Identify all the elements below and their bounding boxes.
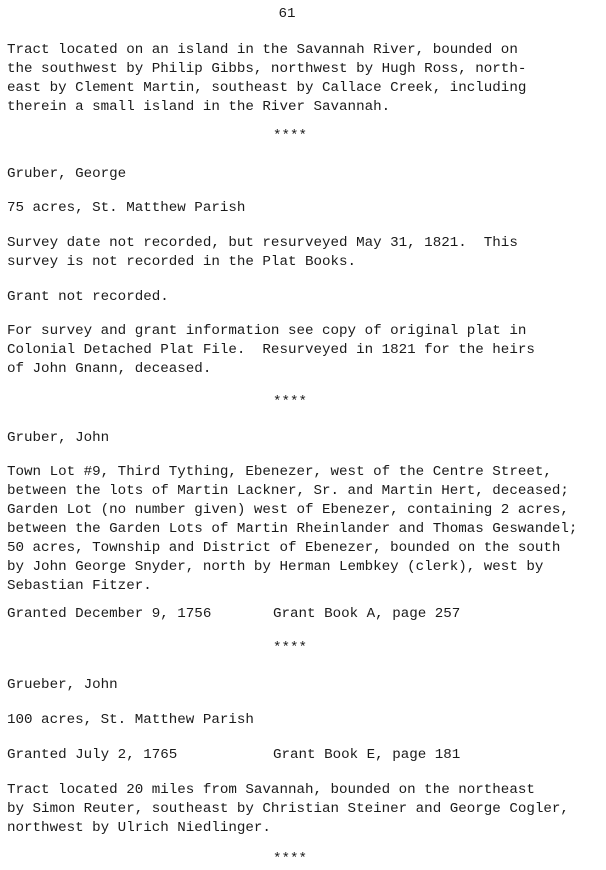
page-number: 61 (278, 6, 296, 22)
text-line: northwest by Ulrich Niedlinger. (7, 820, 271, 836)
entry-name: Grueber, John (7, 677, 118, 693)
text-line: Tract located on an island in the Savannah River, bounded on (7, 42, 518, 58)
text-line: the southwest by Philip Gibbs, northwest by Hugh Ross, north- (7, 61, 527, 77)
text-line: Tract located 20 miles from Savannah, bounded on the northeast (7, 782, 535, 798)
survey-paragraph (7, 234, 603, 272)
text-line: by Simon Reuter, southeast by Christian Steiner and George Cogler, (7, 801, 569, 817)
text-line: Survey date not recorded, but resurveyed May 31, 1821. This (7, 235, 518, 251)
text-line: between the lots of Martin Lackner, Sr. and Martin Hert, deceased; (7, 483, 569, 499)
entry-name: Gruber, George (7, 166, 127, 182)
entry-acreage: 100 acres, St. Matthew Parish (7, 712, 254, 728)
note-paragraph (7, 322, 603, 379)
text-line: Garden Lot (no number given) west of Ebenezer, containing 2 acres, (7, 502, 569, 518)
text-line: of John Gnann, deceased. (7, 361, 212, 377)
granted-date: Granted July 2, 1765 (7, 747, 178, 763)
entry-separator: **** (272, 851, 308, 867)
entry-separator: **** (272, 394, 308, 410)
text-line: 50 acres, Township and District of Ebenezer, bounded on the south (7, 540, 561, 556)
grant-book: Grant Book E, page 181 (273, 747, 461, 763)
text-line: therein a small island in the River Savannah. (7, 99, 391, 115)
granted-date: Granted December 9, 1756 (7, 606, 212, 622)
text-line: survey is not recorded in the Plat Books. (7, 254, 357, 270)
entry-acreage: 75 acres, St. Matthew Parish (7, 200, 246, 216)
text-line: east by Clement Martin, southeast by Callace Creek, including (7, 80, 527, 96)
grant-book: Grant Book A, page 257 (273, 606, 461, 622)
description-paragraph (7, 463, 603, 596)
grant-status: Grant not recorded. (7, 289, 169, 305)
text-line: Sebastian Fitzer. (7, 578, 152, 594)
entry-separator: **** (272, 128, 308, 144)
intro-paragraph (7, 41, 603, 117)
text-line: Town Lot #9, Third Tything, Ebenezer, west of the Centre Street, (7, 464, 552, 480)
text-line: For survey and grant information see copy of original plat in (7, 323, 527, 339)
text-line: Colonial Detached Plat File. Resurveyed in 1821 for the heirs (7, 342, 535, 358)
tract-paragraph (7, 781, 603, 838)
entry-separator: **** (272, 640, 308, 656)
text-line: by John George Snyder, north by Herman Lembkey (clerk), west by (7, 559, 544, 575)
entry-name: Gruber, John (7, 430, 110, 446)
text-line: between the Garden Lots of Martin Rheinlander and Thomas Geswandel; (7, 521, 578, 537)
